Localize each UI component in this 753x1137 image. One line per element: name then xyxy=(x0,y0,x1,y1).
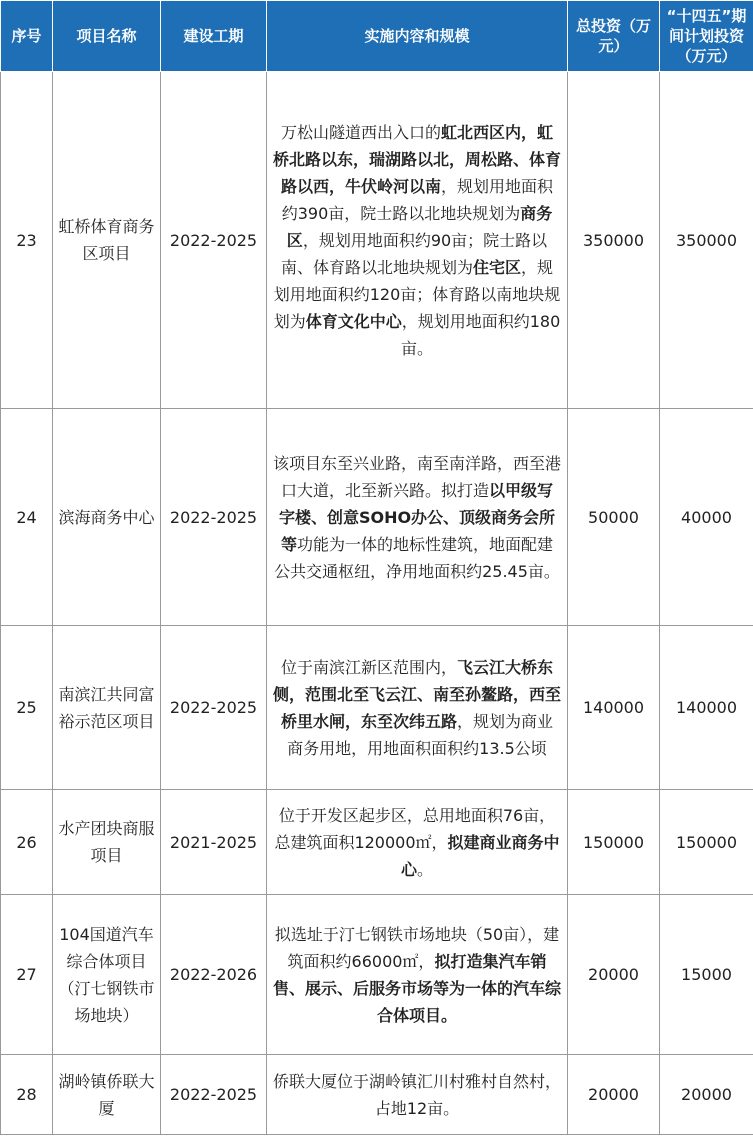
cell-plan: 15000 xyxy=(660,895,753,1055)
cell-total: 150000 xyxy=(568,790,660,895)
cell-period: 2022-2025 xyxy=(161,409,267,626)
header-plan: “十四五”期间计划投资（万元） xyxy=(660,1,753,72)
cell-content xyxy=(267,72,568,409)
cell-name: 104国道汽车综合体项目（汀七钢铁市场地块） xyxy=(53,895,161,1055)
table-row xyxy=(1,409,753,626)
content-bold-text: 体育文化中心 xyxy=(305,311,402,331)
content-text: 功能为一体的地标性建筑，地面配建公共交通枢纽，净用地面积约25.45亩。 xyxy=(274,534,560,581)
content-text: ，规划为商业商务用地，用地面积面积约13.5公顷 xyxy=(287,711,554,758)
cell-name: 水产团块商服项目 xyxy=(53,790,161,895)
content-text: ，规划用地面积约90亩；院士路以南、体育路以北地块规划为 xyxy=(280,230,548,277)
cell-content xyxy=(267,1055,568,1135)
cell-seq: 27 xyxy=(1,895,53,1055)
header-period: 建设工期 xyxy=(161,1,267,72)
cell-content xyxy=(267,790,568,895)
content-text: 拟选址于汀七钢铁市场地块（50亩），建筑面积约66000㎡， xyxy=(274,924,560,971)
content-text: 该项目东至兴业路，南至南洋路，西至港口大道，北至新兴路。拟打造 xyxy=(273,453,562,500)
cell-seq: 28 xyxy=(1,1055,53,1135)
cell-period: 2021-2025 xyxy=(161,790,267,895)
cell-content xyxy=(267,626,568,790)
header-seq: 序号 xyxy=(1,1,53,72)
table-row xyxy=(1,626,753,790)
content-text: 万松山隧道西出入口的 xyxy=(280,122,441,142)
content-bold-text: 拟打造集汽车销售、展示、后服务市场等为一体的汽车综合体项目。 xyxy=(273,951,562,1025)
cell-content xyxy=(267,409,568,626)
cell-content xyxy=(267,895,568,1055)
cell-name: 滨海商务中心 xyxy=(53,409,161,626)
cell-name: 湖岭镇侨联大厦 xyxy=(53,1055,161,1135)
content-bold-text: 拟建商业商务中心 xyxy=(400,832,560,879)
cell-total: 20000 xyxy=(568,895,660,1055)
cell-plan: 20000 xyxy=(660,1055,753,1135)
cell-plan: 150000 xyxy=(660,790,753,895)
header-content: 实施内容和规模 xyxy=(267,1,568,72)
header-row xyxy=(1,1,753,72)
cell-seq: 26 xyxy=(1,790,53,895)
content-text: 位于南滨江新区范围内， xyxy=(280,657,457,677)
cell-seq: 25 xyxy=(1,626,53,790)
cell-plan: 40000 xyxy=(660,409,753,626)
cell-plan: 140000 xyxy=(660,626,753,790)
cell-name: 虹桥体育商务区项目 xyxy=(53,72,161,409)
content-text: 。 xyxy=(417,859,434,879)
content-bold-text: 以甲级写字楼、创意SOHO办公、顶级商务会所等 xyxy=(278,480,556,554)
header-total: 总投资（万元） xyxy=(568,1,660,72)
cell-total: 140000 xyxy=(568,626,660,790)
cell-period: 2022-2025 xyxy=(161,1055,267,1135)
table-row xyxy=(1,1055,753,1135)
content-bold-text: 飞云江大桥东侧，范围北至飞云江、南至孙鳌路，西至桥里水闸，东至次纬五路 xyxy=(273,657,562,731)
cell-seq: 23 xyxy=(1,72,53,409)
cell-period: 2022-2026 xyxy=(161,895,267,1055)
content-text: ，规划用地面积约180亩。 xyxy=(400,311,561,358)
cell-period: 2022-2025 xyxy=(161,626,267,790)
content-text: ，规划用地面积约390亩，院士路以北地块规划为 xyxy=(281,176,554,223)
table-row xyxy=(1,895,753,1055)
cell-total: 350000 xyxy=(568,72,660,409)
content-bold-text: 住宅区 xyxy=(472,257,521,277)
cell-plan: 350000 xyxy=(660,72,753,409)
cell-name: 南滨江共同富裕示范区项目 xyxy=(53,626,161,790)
cell-period: 2022-2025 xyxy=(161,72,267,409)
content-text: 侨联大厦位于湖岭镇汇川村雅村自然村，占地12亩。 xyxy=(273,1071,562,1118)
cell-seq: 24 xyxy=(1,409,53,626)
content-text: ，规划用地面积约120亩；体育路以南地块规划为 xyxy=(273,257,561,331)
cell-total: 20000 xyxy=(568,1055,660,1135)
content-bold-text: 虹北西区内，虹桥北路以东，瑞湖路以北，周松路、体育路以西，牛伏岭河以南 xyxy=(273,122,562,196)
content-bold-text: 商务区 xyxy=(286,203,553,250)
content-text: 位于开发区起步区，总用地面积76亩，总建筑面积120000㎡， xyxy=(274,805,556,852)
table-row xyxy=(1,790,753,895)
cell-total: 50000 xyxy=(568,409,660,626)
table-row xyxy=(1,72,753,409)
header-name: 项目名称 xyxy=(53,1,161,72)
